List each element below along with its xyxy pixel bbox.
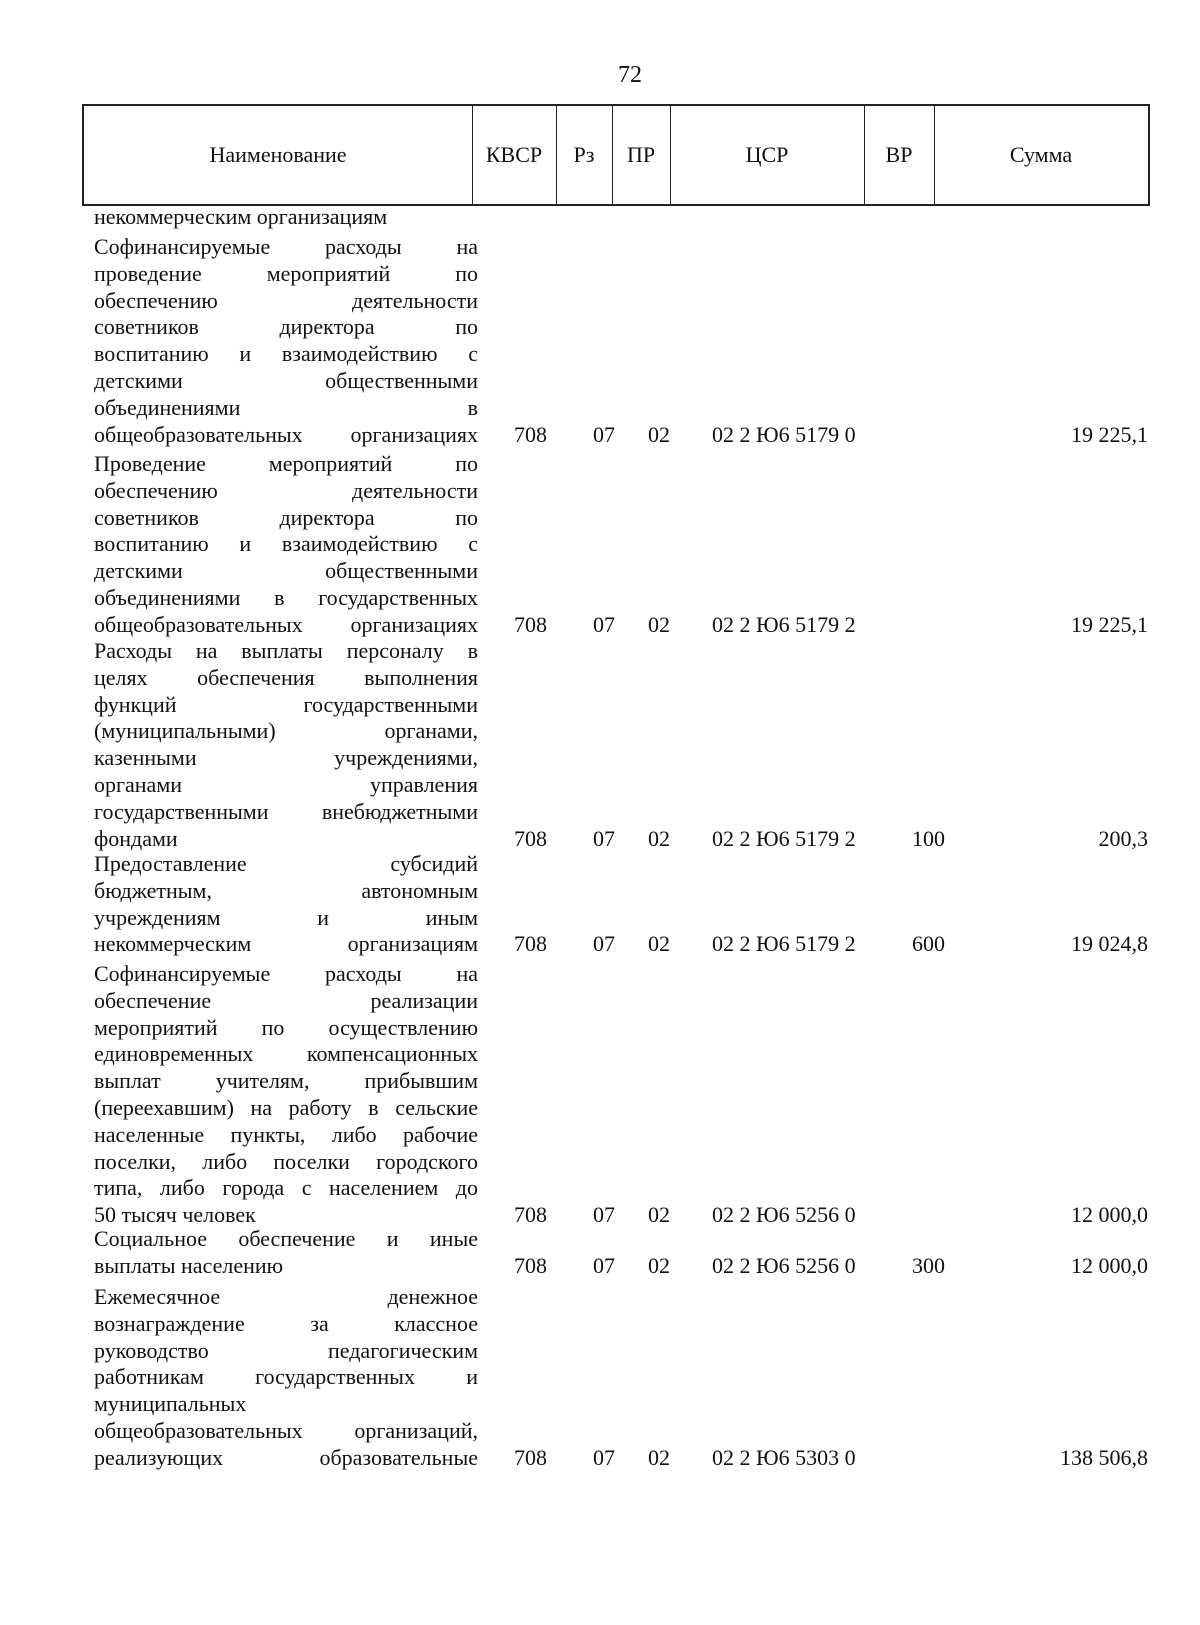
name-line: Софинансируемые расходы на bbox=[94, 961, 478, 986]
csr-cell: 02 2 Ю6 5179 2 bbox=[712, 931, 856, 957]
name-line: советников директора по bbox=[94, 504, 478, 530]
name-line: единовременных компенсационных bbox=[94, 1041, 478, 1067]
pr-cell: 02 bbox=[648, 931, 670, 957]
pr-cell: 02 bbox=[648, 1444, 670, 1470]
page-number: 72 bbox=[618, 62, 642, 88]
kvsr-cell: 708 bbox=[514, 611, 547, 637]
header-rz: Рз bbox=[573, 142, 595, 167]
name-line: функций государственными bbox=[94, 691, 478, 717]
name-line: учреждениям и иным bbox=[94, 904, 478, 930]
name-line: обеспечение реализации bbox=[94, 987, 478, 1013]
name-line: воспитанию и взаимодействию с bbox=[94, 531, 478, 557]
name-line: фондами bbox=[94, 825, 178, 851]
csr-cell: 02 2 Ю6 5179 2 bbox=[712, 611, 856, 637]
name-line: населенные пункты, либо рабочие bbox=[94, 1121, 478, 1147]
name-line: 50 тысяч человек bbox=[94, 1202, 256, 1228]
name-line: бюджетным, автономным bbox=[94, 877, 478, 903]
name-line: общеобразовательных организаций, bbox=[94, 1417, 478, 1443]
kvsr-cell: 708 bbox=[514, 1252, 547, 1278]
name-line: выплаты населению bbox=[94, 1252, 284, 1278]
name-line: обеспечению деятельности bbox=[94, 287, 478, 313]
row-name bbox=[94, 851, 478, 958]
table-header bbox=[82, 104, 1150, 206]
name-line: казенными учреждениями, bbox=[94, 745, 478, 771]
vr-cell: 600 bbox=[912, 931, 945, 957]
name-line: работникам государственных и bbox=[94, 1364, 478, 1390]
name-line: воспитанию и взаимодействию с bbox=[94, 341, 478, 367]
name-line: (муниципальными) органами, bbox=[94, 718, 478, 744]
name-line: обеспечению деятельности bbox=[94, 477, 478, 503]
rz-cell: 07 bbox=[593, 421, 615, 447]
sum-cell: 19 225,1 bbox=[1071, 611, 1148, 637]
name-line: Предоставление субсидий bbox=[94, 851, 478, 876]
rz-cell: 07 bbox=[593, 1252, 615, 1278]
name-line: муниципальных bbox=[94, 1391, 247, 1417]
name-line: типа, либо города с населением до bbox=[94, 1175, 478, 1201]
pr-cell: 02 bbox=[648, 825, 670, 851]
name-line: мероприятий по осуществлению bbox=[94, 1014, 478, 1040]
pr-cell: 02 bbox=[648, 1252, 670, 1278]
sum-cell: 19 024,8 bbox=[1071, 931, 1148, 957]
rz-cell: 07 bbox=[593, 611, 615, 637]
vr-cell: 100 bbox=[912, 825, 945, 851]
kvsr-cell: 708 bbox=[514, 931, 547, 957]
name-line: некоммерческим организациям bbox=[94, 204, 388, 229]
name-line: выплат учителям, прибывшим bbox=[94, 1068, 478, 1094]
vr-cell: 300 bbox=[912, 1252, 945, 1278]
csr-cell: 02 2 Ю6 5179 0 bbox=[712, 421, 856, 447]
name-line: руководство педагогическим bbox=[94, 1337, 478, 1363]
row-name bbox=[94, 1284, 478, 1472]
name-line: советников директора по bbox=[94, 314, 478, 340]
name-line: целях обеспечения выполнения bbox=[94, 664, 478, 690]
sum-cell: 138 506,8 bbox=[1060, 1444, 1148, 1470]
name-line: объединениями в bbox=[94, 394, 478, 420]
kvsr-cell: 708 bbox=[514, 421, 547, 447]
name-line: общеобразовательных организациях bbox=[94, 421, 478, 447]
kvsr-cell: 708 bbox=[514, 1444, 547, 1470]
header-name: Наименование bbox=[209, 142, 347, 167]
name-line: Проведение мероприятий по bbox=[94, 451, 478, 476]
sum-cell: 12 000,0 bbox=[1071, 1202, 1148, 1228]
name-line: проведение мероприятий по bbox=[94, 260, 478, 286]
name-line: Социальное обеспечение и иные bbox=[94, 1226, 478, 1251]
name-line: реализующих образовательные bbox=[94, 1444, 478, 1470]
name-line: поселки, либо поселки городского bbox=[94, 1148, 478, 1174]
name-line: Софинансируемые расходы на bbox=[94, 234, 478, 259]
header-sum: Сумма bbox=[1009, 142, 1073, 167]
csr-cell: 02 2 Ю6 5256 0 bbox=[712, 1202, 856, 1228]
header-vr: ВР bbox=[885, 142, 913, 167]
rz-cell: 07 bbox=[593, 1202, 615, 1228]
header-pr: ПР bbox=[626, 142, 656, 167]
name-line: детскими общественными bbox=[94, 558, 478, 584]
name-line: вознаграждение за классное bbox=[94, 1310, 478, 1336]
pr-cell: 02 bbox=[648, 421, 670, 447]
pr-cell: 02 bbox=[648, 1202, 670, 1228]
row-name bbox=[94, 234, 478, 448]
row-name bbox=[94, 1226, 478, 1280]
row-name bbox=[94, 638, 478, 852]
rz-cell: 07 bbox=[593, 825, 615, 851]
name-line: детскими общественными bbox=[94, 367, 478, 393]
rz-cell: 07 bbox=[593, 931, 615, 957]
name-line: органами управления bbox=[94, 771, 478, 797]
name-line: объединениями в государственных bbox=[94, 584, 478, 610]
name-line: (переехавшим) на работу в сельские bbox=[94, 1094, 478, 1120]
name-line: Расходы на выплаты персоналу в bbox=[94, 638, 478, 663]
header-kvsr: КВСР bbox=[485, 142, 543, 167]
name-line: некоммерческим организациям bbox=[94, 931, 478, 957]
csr-cell: 02 2 Ю6 5256 0 bbox=[712, 1252, 856, 1278]
kvsr-cell: 708 bbox=[514, 1202, 547, 1228]
csr-cell: 02 2 Ю6 5179 2 bbox=[712, 825, 856, 851]
sum-cell: 19 225,1 bbox=[1071, 421, 1148, 447]
sum-cell: 200,3 bbox=[1098, 825, 1148, 851]
name-line: общеобразовательных организациях bbox=[94, 611, 478, 637]
kvsr-cell: 708 bbox=[514, 825, 547, 851]
row-name bbox=[94, 204, 478, 231]
row-name bbox=[94, 961, 478, 1229]
sum-cell: 12 000,0 bbox=[1071, 1252, 1148, 1278]
header-csr: ЦСР bbox=[745, 142, 789, 167]
name-line: государственными внебюджетными bbox=[94, 798, 478, 824]
name-line: Ежемесячное денежное bbox=[94, 1284, 478, 1309]
rz-cell: 07 bbox=[593, 1444, 615, 1470]
csr-cell: 02 2 Ю6 5303 0 bbox=[712, 1444, 856, 1470]
row-name bbox=[94, 451, 478, 639]
pr-cell: 02 bbox=[648, 611, 670, 637]
